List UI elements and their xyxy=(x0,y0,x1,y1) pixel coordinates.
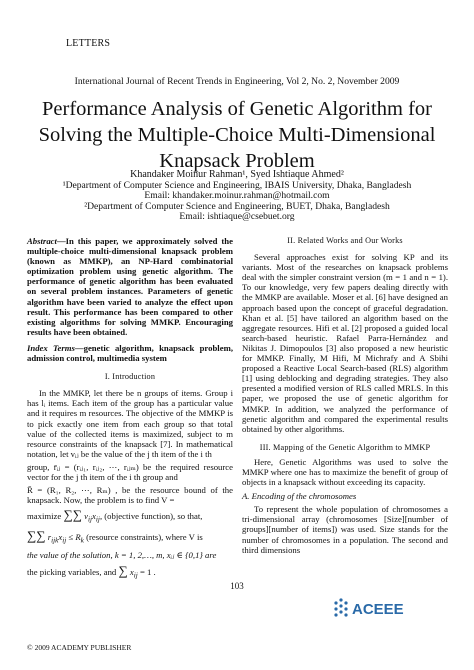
section-3-heading: III. Mapping of the Genetic Algorithm to MMKP xyxy=(259,442,431,452)
section-1-paragraph-3: R̄ = (R₁, R₂, ⋯, Rₘ) , be the resource bound of the knapsack. Now, the problem is to find V = xyxy=(27,485,233,506)
affiliation-1: ¹Department of Computer Science and Engineering, IBAIS University, Dhaka, Bangladesh xyxy=(62,179,412,191)
title-line-2: Solving the Multiple-Choice Multi-Dimensional xyxy=(38,124,436,146)
section-2-paragraph: Several approaches exist for solving KP and its variants. Most of the researches on knapsack problems deal with the simpler constraint version (m = 1 and n = 1). To our knowledge, very few papers dealing directly with the MMKP are available. Moser et al. [6] have designed an approach based upon the concept of graceful degradation. Khan et al. [5] have tailored an algorithm based on the aggregate resources. Hifi et al. [2] proposed a guided local search-based heuristic. Rafael Parra-Hernández and Nikitas J. Dimopoulos [3] also proposed a new heuristic for MMKP. Finally, M Hifi, M Michrafy and A Sbihi proposed a Reactive Local Search-based (RLS) algorithm [1] using deblocking and degrading strategies. They also presented a modified version of RLS called MRLS. In this paper, we proposed the use of genetic algorithm for MMKP. In addition, we analyzed the performance of genetic algorithm and compared the experimental results obtained by other algorithms. xyxy=(242,252,448,434)
email-2: Email: ishtiaque@csebuet.org xyxy=(179,211,295,223)
abstract-label: Abstract xyxy=(27,236,57,246)
title-line-3: Knapsack Problem xyxy=(159,150,315,172)
right-column xyxy=(242,236,448,555)
paper-title xyxy=(20,96,454,174)
author-names: Khandaker Moinur Rahman¹, Syed Ishtiaque Ahmed² xyxy=(130,169,344,180)
sum-symbol-2: ∑∑ xyxy=(27,528,46,544)
page-number: 103 xyxy=(230,581,244,591)
picking-text: the picking variables, and xyxy=(27,567,117,577)
section-3-paragraph-2: To represent the whole population of chromosomes a tri-dimensional array (chromosomes [Size][number of groups][number of items]) was used. Size stands for the number of chromosomes in a population. The second and third dimensions xyxy=(242,504,448,555)
objective-note: , (objective function), so that, xyxy=(99,511,203,522)
maximize-label: maximize xyxy=(27,511,62,522)
journal-citation: International Journal of Recent Trends in Engineering, Vol 2, No. 2, November 2009 xyxy=(74,76,400,87)
constraint-note: (resource constraints), where V is xyxy=(86,532,203,543)
email-1: Email: khandaker.moinur.rahman@hotmail.com xyxy=(144,190,330,202)
sum-symbol: ∑∑ xyxy=(63,507,82,523)
picking-line xyxy=(27,563,233,581)
running-header: LETTERS xyxy=(66,38,111,49)
value-note: the value of the solution, k = 1, 2,…, m, xᵢⱼ ∈ {0,1} are xyxy=(27,549,217,560)
sum-symbol-3: ∑ xyxy=(118,563,128,578)
constraint-equation xyxy=(27,528,233,546)
index-terms-text: —genetic algorithm, knapsack problem, admission control, multimedia system xyxy=(27,342,233,364)
objective-equation xyxy=(27,507,233,525)
picking-end: = 1 . xyxy=(139,567,156,577)
section-2-heading: II. Related Works and Our Works xyxy=(287,236,403,245)
section-1-paragraph-1: In the MMKP, let there be n groups of items. Group i has lᵢ items. Each item of the group has a particular value and it requires m resources. The objective of the MMKP is to pick exactly one item from each group so that total value of the collected items is maximized, subject to m resource constraints of the knapsack [7]. In mathematical notation, let vᵢⱼ be the value of the j th item of the i th xyxy=(27,388,233,459)
author-block xyxy=(0,170,474,223)
logo-text: ACEEE xyxy=(352,601,404,618)
constraint-term: $r_{ijk}x_{ij} \le R_k$ xyxy=(47,532,84,545)
affiliation-2: ²Department of Computer Science and Engineering, BUET, Dhaka, Bangladesh xyxy=(84,200,390,212)
copyright-footer: © 2009 ACADEMY PUBLISHER xyxy=(27,643,132,652)
section-3-paragraph-1: Here, Genetic Algorithms was used to solve the MMKP where one has to maximize the benefit of group of objects in a knapsack without exceeding its capacity. xyxy=(242,456,448,488)
left-column xyxy=(27,236,233,581)
index-terms-label: Index Terms xyxy=(27,342,75,353)
aceee-logo xyxy=(330,595,442,621)
section-1-heading: I. Introduction xyxy=(104,372,156,382)
abstract-text: —In this paper, we approximately solved the multiple-choice multi-dimensional knapsack problem (known as MMKP), an NP-Hard combinatorial optimization problem using genetic algorithm. The performance of genetic algorithm has been evaluated on several problem instances. Parameters of genetic algorithm have been varied to analyze the effect upon result. This performance has been compared to other existing algorithms for solving MMKP. Encouraging results have been obtained. xyxy=(27,236,233,337)
subsection-a-heading: A. Encoding of the chromosomes xyxy=(242,491,357,502)
abstract xyxy=(27,236,233,337)
section-1-paragraph-2: group, r̄ᵢⱼ = (rᵢⱼ₁, rᵢⱼ₂, ⋯, rᵢⱼₘ) be the required resource vector for the j th item of the i th group and xyxy=(27,461,233,482)
picking-term: $x_{ij}$ xyxy=(129,567,138,580)
index-terms xyxy=(27,343,233,363)
objective-term: $v_{ij}x_{ij}$ xyxy=(84,511,100,524)
title-line-1: Performance Analysis of Genetic Algorithm for xyxy=(42,98,432,120)
